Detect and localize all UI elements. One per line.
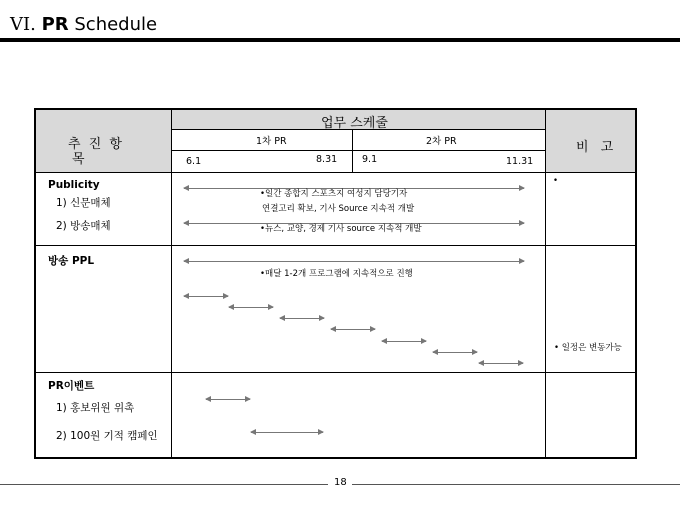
publicity-desc-broadcast: •뉴스, 교양, 경제 기사 source 지속적 개발 — [260, 224, 422, 234]
title-pr: PR — [41, 14, 69, 35]
section-number: VI. — [10, 14, 36, 35]
monthly-arrow — [229, 307, 273, 308]
date-phase1-start: 6.1 — [186, 156, 202, 167]
event-item-ambassador: 1) 홍보위원 위촉 — [56, 402, 135, 414]
footer-rule-right — [352, 484, 680, 485]
date-phase2-start: 9.1 — [362, 154, 378, 165]
ppl-desc: •매달 1-2개 프로그램에 지속적으로 진행 — [260, 269, 413, 279]
date-phase2-end: 11.31 — [506, 156, 534, 167]
page-title — [10, 14, 157, 35]
publicity-note-bullet: • — [553, 176, 559, 186]
monthly-arrow — [331, 329, 375, 330]
publicity-desc-line2: 연결고리 확보, 기사 Source 지속적 개발 — [262, 204, 415, 214]
monthly-arrow — [382, 341, 426, 342]
publicity-item-broadcast: 2) 방송매체 — [56, 220, 111, 232]
header-date-cell — [171, 150, 546, 172]
event-arrow — [206, 399, 250, 400]
ppl-title: 방송 PPL — [48, 255, 95, 267]
grid-line — [36, 172, 635, 173]
grid-line — [545, 110, 546, 457]
publicity-item-newspaper: 1) 신문매체 — [56, 197, 111, 209]
title-schedule: Schedule — [74, 14, 158, 35]
ppl-note-schedule-change: • 일정은 변동가능 — [554, 343, 622, 353]
grid-line — [171, 150, 545, 151]
date-phase1-end: 8.31 — [316, 154, 338, 165]
page-number: 18 — [334, 477, 347, 488]
grid-line — [36, 245, 635, 246]
item-header-line2: 목 — [72, 152, 85, 167]
phase2-header: 2차 PR — [426, 136, 457, 147]
monthly-arrow — [433, 352, 477, 353]
footer-rule-left — [0, 484, 328, 485]
monthly-arrow — [280, 318, 324, 319]
monthly-arrow — [479, 363, 523, 364]
phase1-header: 1차 PR — [256, 136, 287, 147]
grid-line — [36, 372, 635, 373]
monthly-arrow — [184, 296, 228, 297]
event-arrow — [251, 432, 323, 433]
item-header-line1: 추 진 항 — [68, 137, 124, 152]
note-column-header: 비 고 — [576, 140, 618, 155]
title-underline — [0, 38, 680, 42]
schedule-header: 업무 스케줄 — [321, 116, 388, 131]
event-item-campaign: 2) 100원 기적 캠페인 — [56, 430, 158, 442]
header-phase-cell — [171, 129, 546, 150]
grid-line — [171, 110, 172, 457]
timeline-arrow — [184, 261, 524, 262]
publicity-title: Publicity — [48, 179, 100, 191]
schedule-table — [34, 108, 637, 459]
event-title: PR이벤트 — [48, 380, 95, 392]
item-column-header — [68, 137, 124, 167]
publicity-desc-line1: •일간 종합지 스포츠지 여성지 담당기자 — [260, 189, 408, 199]
